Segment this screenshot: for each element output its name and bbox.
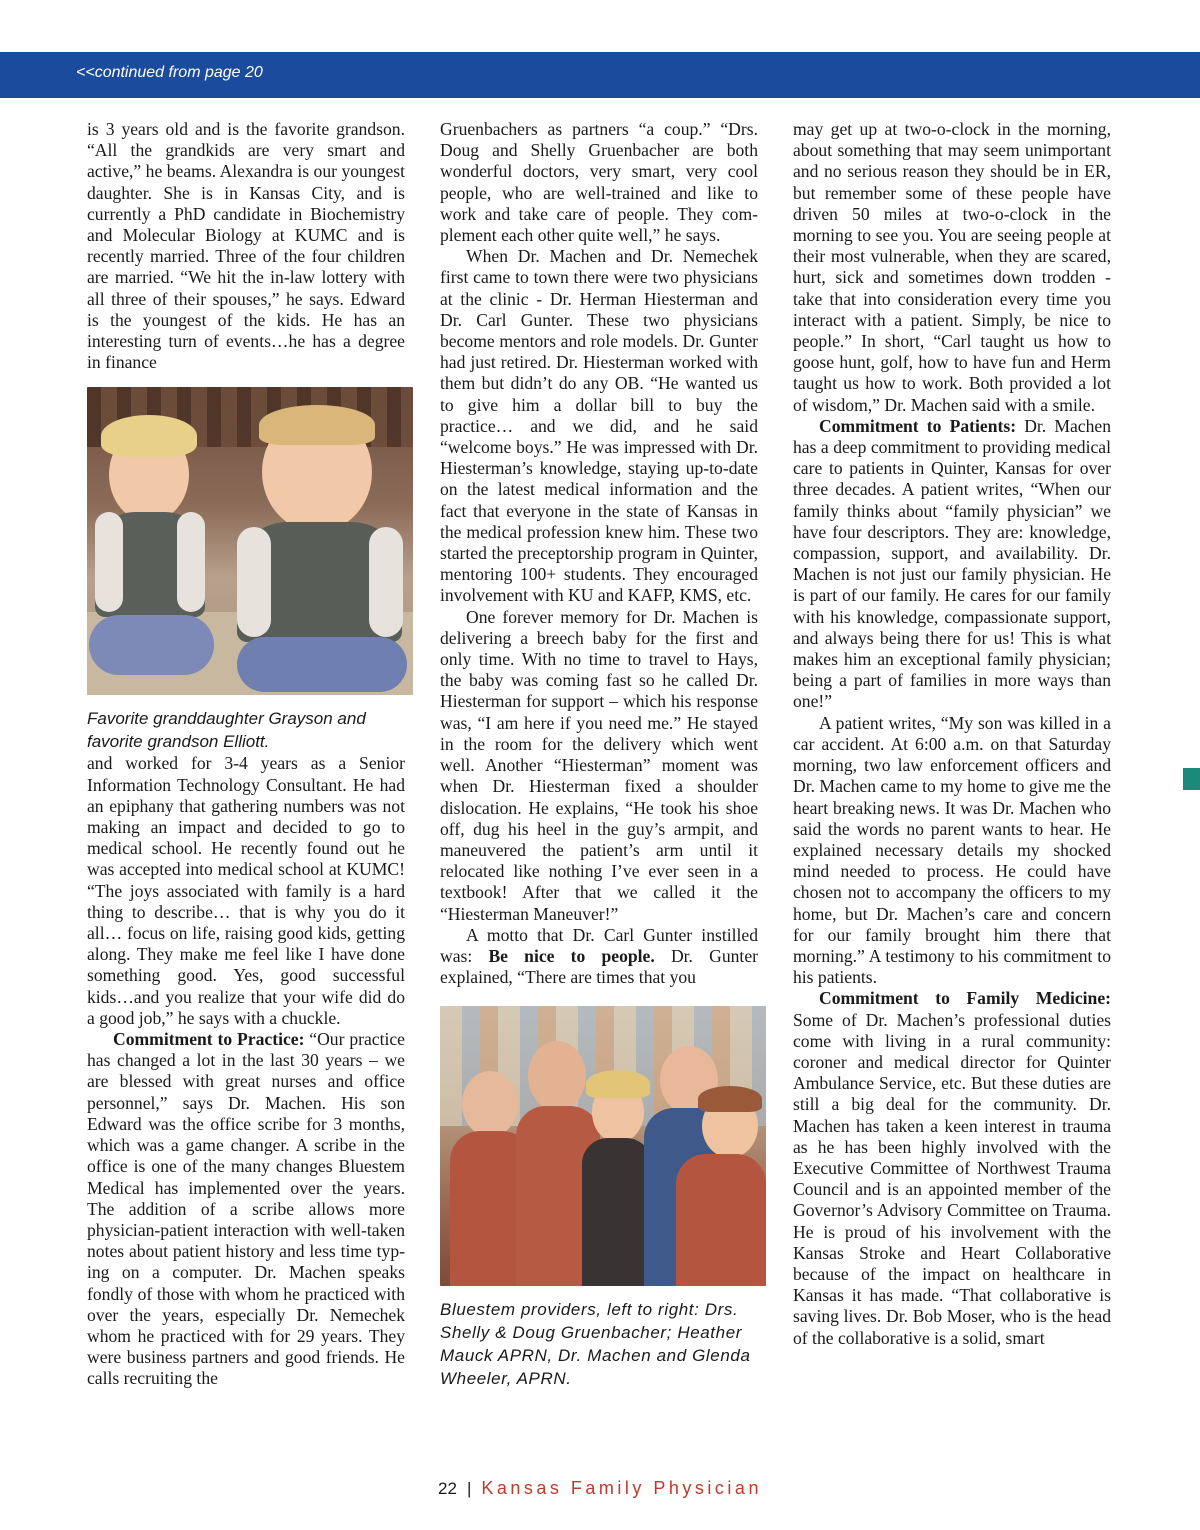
section-tab-marker [1183,768,1200,790]
paragraph: A motto that Dr. Carl Gunter instilled was: Be nice to people. Dr. Gunter explained, “There are times that you [440,924,758,988]
subheading: Commitment to Practice: [113,1029,305,1050]
paragraph: is 3 years old and is the favorite grandson. “All the grandkids are very smart and active,” he beams. Alexandra is our youngest daughter. She is in Kansas City, and is currently a PhD candidate in Biochemistry and Molecular Biology at KUMC and is recently married. Three of the four children are married. “We hit the in-law lottery with all three of their spouses,” he says. Edward is the youngest of the kids. He has an interesting turn of events…he has a degree in finance [87,119,405,373]
paragraph: Commitment to Family Medicine: Some of Dr. Machen’s professional duties come with living in a rural community: coroner and medical director for Quinter Ambulance Service, etc. But these duties are still a big deal for the community. Dr. Machen has taken a keen interest in trauma as he has been highly involved with the Executive Committee of Northwest Trauma Council and is an appointed member of the Governor’s Advisory Committee on Trauma. He is proud of his involvement with the Kansas Stroke and Heart Collaborative because of the impact on healthcare in Kansas it has made. “That collaborative is saving lives. Dr. Bob Moser, who is the head of the collaborative is a solid, smart [793,988,1111,1348]
page-footer [0,1478,1200,1499]
paragraph: A patient writes, “My son was killed in a car accident. At 6:00 a.m. on that Saturday morning, two law enforcement officers and Dr. Machen came to my home to give me the heart breaking news. It was Dr. Machen who said the words no parent wants to hear. He explained necessary details my shocked mind needed to process. He could have chosen not to accompany the officers to my home, but Dr. Machen’s care and concern for our family brought him there that morning.” A testimony to his commitment to his patients. [793,712,1111,988]
paragraph: Commitment to Practice: “Our practice has changed a lot in the last 30 years – we are blessed with great nurses and office personnel,” says Dr. Machen. His son Edward was the office scribe for 3 months, which was a game changer. A scribe in the office is one of the many changes Bluestem Medical has implemented over the years. The addition of a scribe allows more physician-patient interaction with well-taken notes about patient history and less time typing on a computer. Dr. Machen speaks fondly of those with whom he practiced with over the years, especially Dr. Nemechek whom he practiced with for 29 years. They were business partners and good friends. He calls recruiting the [87,1029,405,1389]
page-number: 22 [438,1479,457,1498]
photo-caption: Bluestem providers, left to right: Drs. Shelly & Doug Gruenbacher; Heather Mauck APRN, Dr. Machen and Glenda Wheeler, APRN. [440,1300,751,1389]
continued-from-label: <<continued from page 20 [76,64,263,81]
paragraph: One forever memory for Dr. Machen is delivering a breech baby for the first and only time. With no time to travel to Hays, the baby was coming fast so he called Dr. Hiesterman for support – which his response was, “I am here if you need me.” He stayed in the room for the delivery which went well. Another “Hiesterman” moment was when Dr. Hiesterman fixed a shoulder dislocation. He explains, “He took his shoe off, dug his heel in the guy’s armpit, and maneuvered the patient’s arm until it relocated like nothing I’ve ever seen in a textbook! After that we called it the “Hiesterman Maneuver!” [440,606,758,924]
paragraph: Commitment to Patients: Dr. Machen has a deep commitment to providing medical care to patients in Quinter, Kansas for over three decades. A patient writes, “When our family thinks about “family physician” we have four descriptors. They are: knowledge, compassion, support, and availability. Dr. Machen is not just our family physician. He is part of our family. He cares for our family with his knowledge, compassionate support, and always being there for us! This is what makes him an exceptional family physician; being a part of families in more ways than one!” [793,415,1111,712]
subheading: Commitment to Patients: [819,415,1017,436]
magazine-title: Kansas Family Physician [481,1478,762,1498]
paragraph: may get up at two-o-clock in the morning, about something that may seem unimportant and no serious reason they should be in ER, but remember some of these people have driven 50 miles at two-o-clock in the morning to see you. You are seeing people at their most vulnerable, when they are scared, hurt, sick and sometimes down trodden - take that into consideration every time you interact with a patient. Simply, be nice to people.” In short, “Carl taught us how to goose hunt, golf, how to have fun and Herm taught us how to work. Both provided a lot of wisdom,” Dr. Machen said with a smile. [793,119,1111,415]
article-column-1 [87,119,405,1390]
article-column-3 [793,119,1111,1349]
subheading: Commitment to Family Medicine: [819,988,1111,1009]
article-column-2 [440,119,758,1390]
bluestem-providers-photo [440,1006,766,1286]
photo-caption: Favorite granddaughter Grayson and favorite grandson Elliott. [87,709,366,752]
footer-separator: | [466,1479,472,1498]
paragraph: Gruenbachers as partners “a coup.” “Drs. Doug and Shelly Gruenbacher are both wonderful doctors, very smart, very cool people, who are well-trained and like to work and take care of people. They complement each other quite well,” he says. [440,119,758,246]
motto-bold: Be nice to people. [488,945,655,966]
continued-banner [0,52,1200,98]
paragraph: When Dr. Machen and Dr. Nemechek first came to town there were two physicians at the clinic - Dr. Herman Hiesterman and Dr. Carl Gunter. These two physicians become mentors and role models. Dr. Gunter had just retired. Dr. Hiesterman worked with them but didn’t do any OB. “He wanted us to give him a dollar bill to buy the practice… and we did, and he said “welcome boys.” He was impressed with Dr. Hiesterman’s knowledge, staying up-to-date on the latest medical information and the fact that everyone in the state of Kansas in the medical profession knew him. These two started the preceptorship program in Quinter, mentoring 100+ students. They encouraged involvement with KU and KAFP, KMS, etc. [440,246,758,606]
paragraph: and worked for 3-4 years as a Senior Information Technology Consultant. He had an epiphany that gathering numbers was not making an impact and decided to go to medical school. He recently found out he was accepted into medical school at KUMC! “The joys associated with family is a hard thing to describe… that is why you do it all… focus on life, raising good kids, getting along. They make me feel like I have done something good. Yes, good successful kids…and you realize that your wife did do a good job,” he says with a chuckle. [87,753,405,1028]
grandchildren-photo [87,387,413,695]
